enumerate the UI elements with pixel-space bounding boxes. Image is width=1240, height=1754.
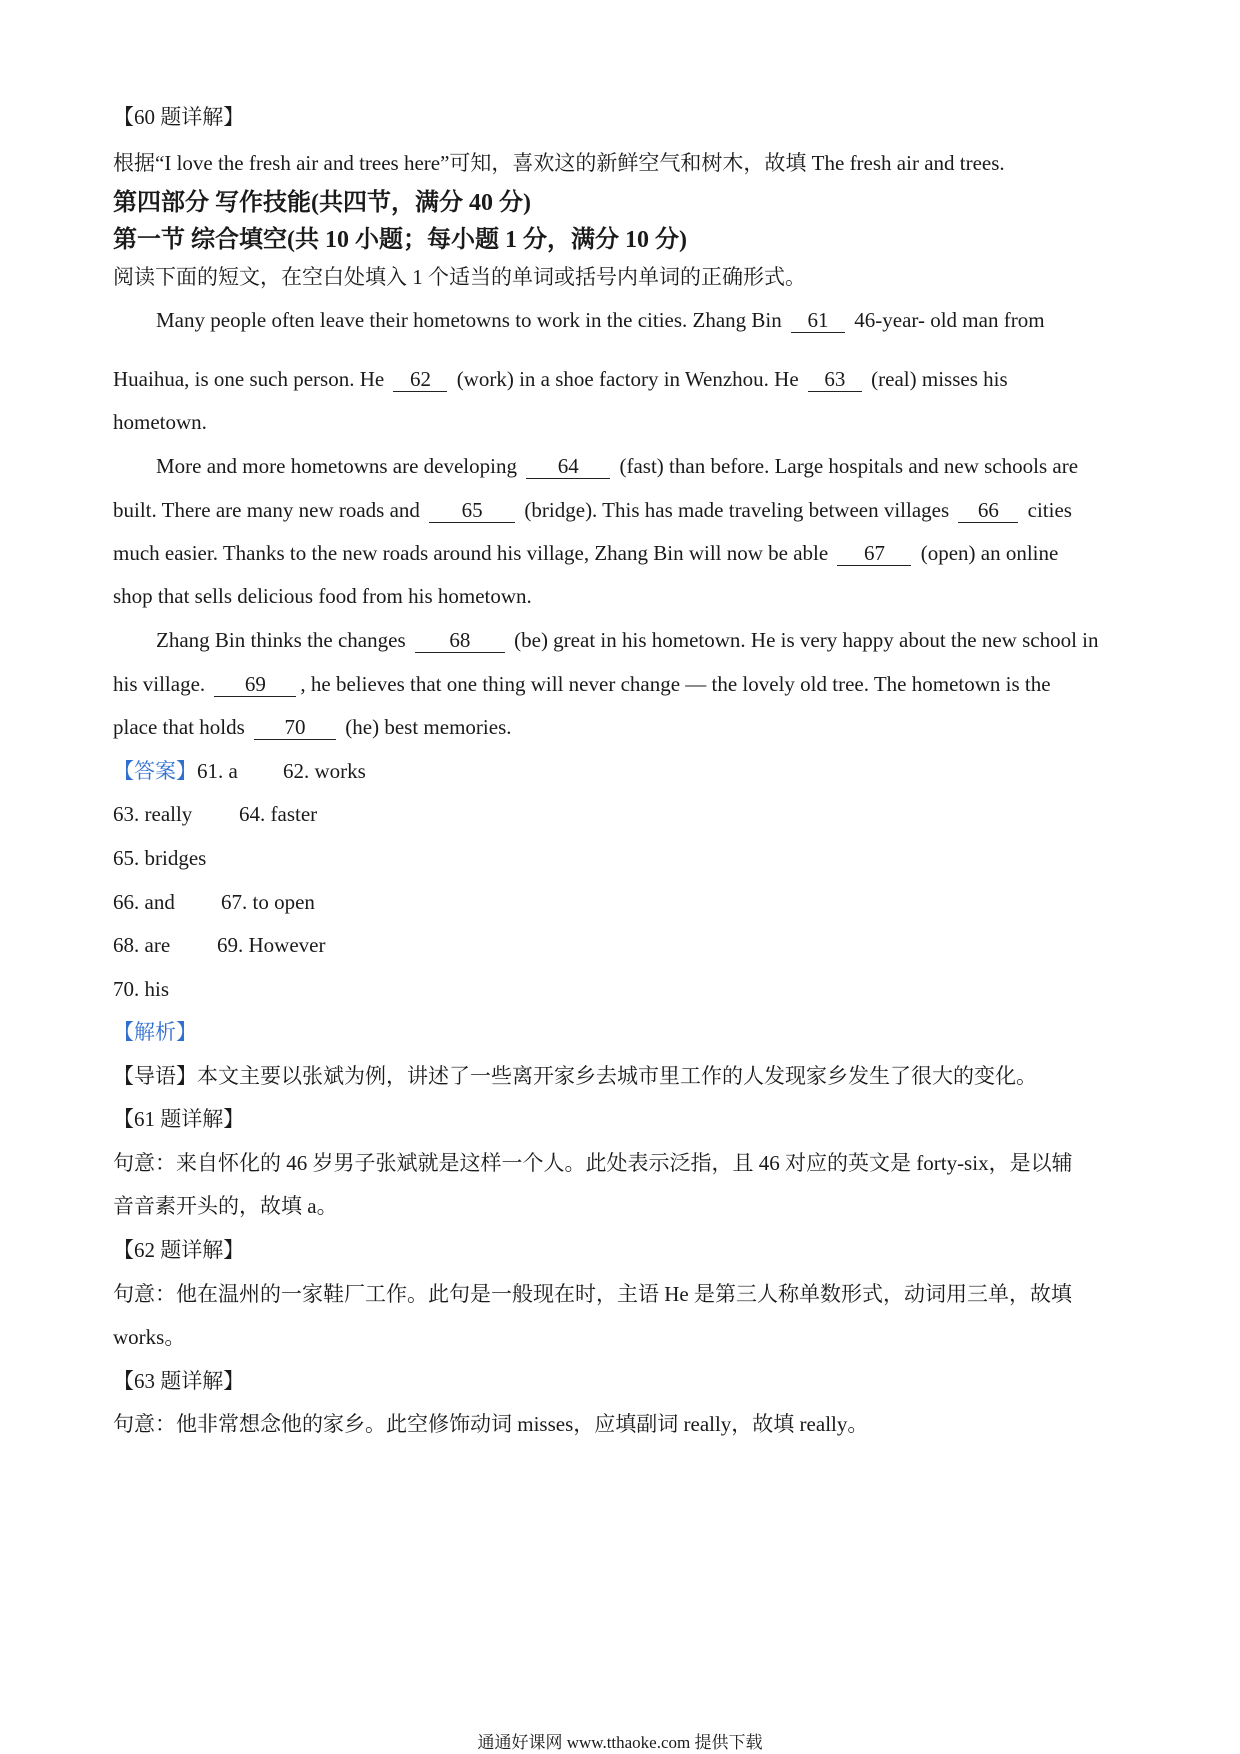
passage-text: cities: [1027, 498, 1072, 522]
passage-text: Many people often leave their hometowns to work in the cities. Zhang Bin: [156, 308, 782, 332]
q61-header: 【61 题详解】: [113, 1107, 245, 1131]
passage-text: (open) an online: [920, 541, 1059, 565]
blank-70: 70: [254, 715, 336, 740]
passage-line-5: [113, 495, 1072, 525]
passage-text: (be) great in his hometown. He is very happy about the new school in: [514, 628, 1099, 652]
passage-text: , he believes that one thing will never change — the lovely old tree. The hometown is the: [300, 672, 1051, 696]
passage-text: (fast) than before. Large hospitals and new schools are: [619, 454, 1079, 478]
passage-line-4: [156, 451, 1078, 481]
passage-line-1: [156, 305, 1045, 335]
answer-line-1: [113, 756, 366, 786]
answer-67: 67. to open: [221, 890, 315, 914]
q61-text-1: 句意：来自怀化的 46 岁男子张斌就是这样一个人。此处表示泛指，且 46 对应的英文是 forty-six，是以辅: [113, 1151, 1073, 1175]
passage-line-7: shop that sells delicious food from his hometown.: [113, 584, 532, 608]
answer-62: 62. works: [283, 759, 366, 783]
answer-68: 68. are: [113, 933, 171, 957]
passage-text: place that holds: [113, 715, 245, 739]
page-footer: 通通好课网 www.tthaoke.com 提供下载: [477, 1733, 763, 1752]
q60-header: 【60 题详解】: [113, 105, 245, 129]
blank-66: 66: [958, 498, 1018, 523]
answer-label: 【答案】: [113, 759, 197, 783]
q63-text: 句意：他非常想念他的家乡。此空修饰动词 misses，应填副词 really，故填 really。: [113, 1412, 869, 1436]
blank-64: 64: [526, 454, 610, 479]
passage-text: much easier. Thanks to the new roads around his village, Zhang Bin will now be able: [113, 541, 829, 565]
q62-text-2: works。: [113, 1325, 186, 1349]
blank-67: 67: [837, 541, 911, 566]
section-title: 第四部分 写作技能(共四节，满分 40 分): [113, 190, 531, 216]
analysis-label: 【解析】: [113, 1020, 197, 1044]
passage-text: (work) in a shoe factory in Wenzhou. He: [456, 367, 799, 391]
instruction-text: 阅读下面的短文，在空白处填入 1 个适当的单词或括号内单词的正确形式。: [113, 265, 806, 289]
blank-69: 69: [214, 672, 296, 697]
q62-header: 【62 题详解】: [113, 1238, 245, 1262]
answer-63: 63. really: [113, 802, 193, 826]
passage-text: Huaihua, is one such person. He: [113, 367, 385, 391]
answer-line-4: [113, 887, 315, 917]
answer-64: 64. faster: [239, 802, 318, 826]
passage-line-10: [113, 712, 512, 742]
passage-line-3: hometown.: [113, 410, 207, 434]
passage-text: built. There are many new roads and: [113, 498, 420, 522]
passage-text: More and more hometowns are developing: [156, 454, 517, 478]
passage-text: his village.: [113, 672, 206, 696]
passage-text: Zhang Bin thinks the changes: [156, 628, 406, 652]
blank-61: 61: [791, 308, 845, 333]
answer-line-2: [113, 799, 317, 829]
blank-65: 65: [429, 498, 515, 523]
blank-63: 63: [808, 367, 862, 392]
passage-text: (real) misses his: [871, 367, 1008, 391]
q61-text-2: 音音素开头的，故填 a。: [113, 1194, 338, 1218]
passage-text: (he) best memories.: [345, 715, 512, 739]
q60-explanation: 根据“I love the fresh air and trees here”可知，喜欢这的新鲜空气和树木，故填 The fresh air and trees.: [113, 151, 1005, 175]
q62-text-1: 句意：他在温州的一家鞋厂工作。此句是一般现在时，主语 He 是第三人称单数形式，动词用三单，故填: [113, 1282, 1072, 1306]
intro-text: 【导语】本文主要以张斌为例，讲述了一些离开家乡去城市里工作的人发现家乡发生了很大的变化。: [113, 1064, 1037, 1088]
answer-61: 61. a: [197, 759, 238, 783]
blank-62: 62: [393, 367, 447, 392]
passage-line-6: [113, 538, 1058, 568]
subsection-title: 第一节 综合填空(共 10 小题；每小题 1 分，满分 10 分): [113, 227, 687, 253]
answer-65: 65. bridges: [113, 846, 207, 870]
answer-66: 66. and: [113, 890, 175, 914]
answer-69: 69. However: [217, 933, 326, 957]
passage-line-2: [113, 364, 1008, 394]
passage-line-9: [113, 669, 1051, 699]
q63-header: 【63 题详解】: [113, 1369, 245, 1393]
answer-70: 70. his: [113, 977, 170, 1001]
blank-68: 68: [415, 628, 505, 653]
passage-text: 46-year- old man from: [854, 308, 1045, 332]
passage-line-8: [156, 625, 1099, 655]
passage-text: (bridge). This has made traveling between villages: [524, 498, 950, 522]
answer-line-5: [113, 930, 325, 960]
